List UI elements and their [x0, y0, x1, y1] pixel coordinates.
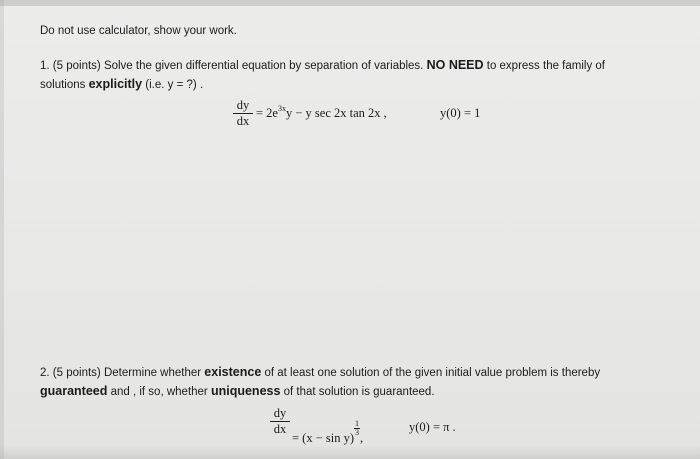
problem-1-points: (5 points) — [52, 60, 101, 72]
problem-2-points: (5 points) — [52, 367, 101, 379]
problem-1-derivative-fraction — [233, 99, 253, 128]
problem-1-equation-rhs — [256, 106, 387, 121]
problem-1-line-1 — [40, 58, 605, 72]
exponent-numerator: 1 — [355, 419, 360, 428]
fraction-numerator: dy — [236, 98, 250, 112]
problem-1-emphasis-no-need: NO NEED — [426, 58, 484, 72]
problem-1-number: 1. — [40, 60, 50, 72]
problem-2-equation-rhs — [292, 420, 363, 446]
problem-2-text-end: of that solution is guaranteed. — [283, 386, 435, 398]
problem-2-text-cont: of at least one solution of the given initial value problem is thereby — [264, 367, 601, 379]
equation-rhs-body: = (x − sin y) — [292, 431, 355, 445]
exponent-denominator: 3 — [355, 428, 360, 437]
problem-1-line-2 — [40, 77, 203, 91]
problem-2-initial-condition: y(0) = π . — [409, 420, 456, 434]
problem-2-number: 2. — [40, 367, 50, 379]
problem-2-emphasis-uniqueness: uniqueness — [210, 384, 281, 398]
fraction-numerator: dy — [273, 406, 287, 420]
problem-2-text-and: and , if so, whether — [110, 386, 208, 398]
problem-1-text: Solve the given differential equation by separation of variables. — [103, 60, 424, 72]
problem-2-emphasis-guaranteed: guaranteed — [40, 384, 108, 398]
problem-2-line-2 — [40, 384, 435, 398]
problem-1-initial-condition: y(0) = 1 — [440, 106, 481, 120]
instruction-text: Do not use calculator, show your work. — [40, 25, 237, 37]
problem-1-hint: (i.e. y = ?) . — [145, 79, 204, 91]
problem-1-text-cont: to express the family of — [486, 60, 605, 72]
problem-2-emphasis-existence: existence — [204, 365, 262, 379]
problem-2-line-1 — [40, 365, 600, 379]
equation-rhs-rest: y − y sec 2x tan 2x , — [285, 106, 387, 120]
exponent: 3x — [277, 104, 286, 113]
equation-comma: , — [360, 431, 364, 445]
fraction-denominator: dx — [236, 114, 250, 128]
problem-2-text: Determine whether — [103, 367, 202, 379]
equation-rhs-start: = 2e — [256, 106, 278, 120]
photo-edge-shadow-top — [0, 0, 700, 6]
fraction-denominator: dx — [273, 422, 287, 436]
problem-1-emphasis-explicitly: explicitly — [88, 77, 143, 91]
photo-edge-shadow-bottom — [0, 445, 700, 459]
problem-1-solutions-word: solutions — [40, 79, 86, 91]
photo-edge-shadow-left — [0, 0, 4, 459]
problem-2-derivative-fraction — [270, 407, 290, 436]
